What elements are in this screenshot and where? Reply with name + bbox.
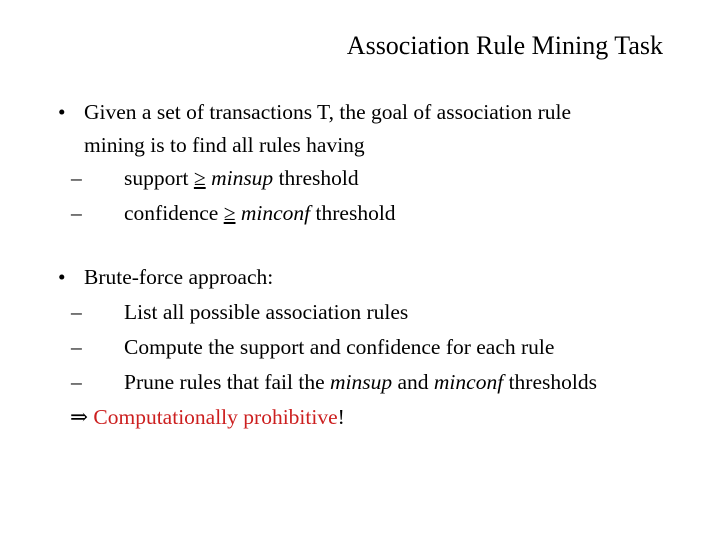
dash-icon: – [71, 300, 82, 324]
bullet-2-line [58, 260, 597, 295]
bullet-1-line-1 [58, 95, 571, 130]
bullet-1 [58, 95, 571, 231]
dash-icon: – [71, 166, 82, 190]
subitem-pre: confidence [124, 201, 224, 225]
geq-symbol: ≥ [223, 201, 236, 225]
subitem-prune [58, 365, 597, 400]
subitem-text: Compute the support and confidence for each rule [124, 335, 555, 359]
conclusion-line [58, 400, 597, 435]
subitem-compute [58, 330, 597, 365]
dash-icon: – [71, 370, 82, 394]
subitem-mid: and [392, 370, 434, 394]
subitem-post: threshold [273, 166, 359, 190]
subitem-post: threshold [310, 201, 396, 225]
bullet-2 [58, 260, 597, 435]
subitem-pre: support [124, 166, 194, 190]
subitem-support [58, 161, 571, 196]
slide-title: Association Rule Mining Task [346, 31, 663, 60]
dash-icon: – [71, 335, 82, 359]
subitem-confidence [58, 196, 571, 231]
minsup-term: minsup [211, 166, 274, 190]
bullet-2-text: Brute-force approach: [84, 265, 274, 289]
dash-icon: – [71, 201, 82, 225]
implies-arrow-icon: ⇒ [70, 405, 89, 429]
subitem-pre: Prune rules that fail the [124, 370, 330, 394]
minconf-term: minconf [240, 201, 311, 225]
conclusion-exclamation: ! [337, 405, 345, 429]
conclusion-text: Computationally prohibitive [93, 405, 338, 429]
bullet-1-text: Given a set of transactions T, the goal of association rule [84, 100, 571, 124]
bullet-dot-icon: • [58, 265, 66, 289]
subitem-text: List all possible association rules [124, 300, 409, 324]
bullet-dot-icon: • [58, 100, 66, 124]
minconf-term: minconf [433, 370, 504, 394]
bullet-1-line-2: mining is to find all rules having [84, 133, 365, 157]
subitem-post: thresholds [503, 370, 597, 394]
geq-symbol: ≥ [193, 166, 206, 190]
subitem-list-rules [58, 295, 597, 330]
minsup-term: minsup [329, 370, 393, 394]
